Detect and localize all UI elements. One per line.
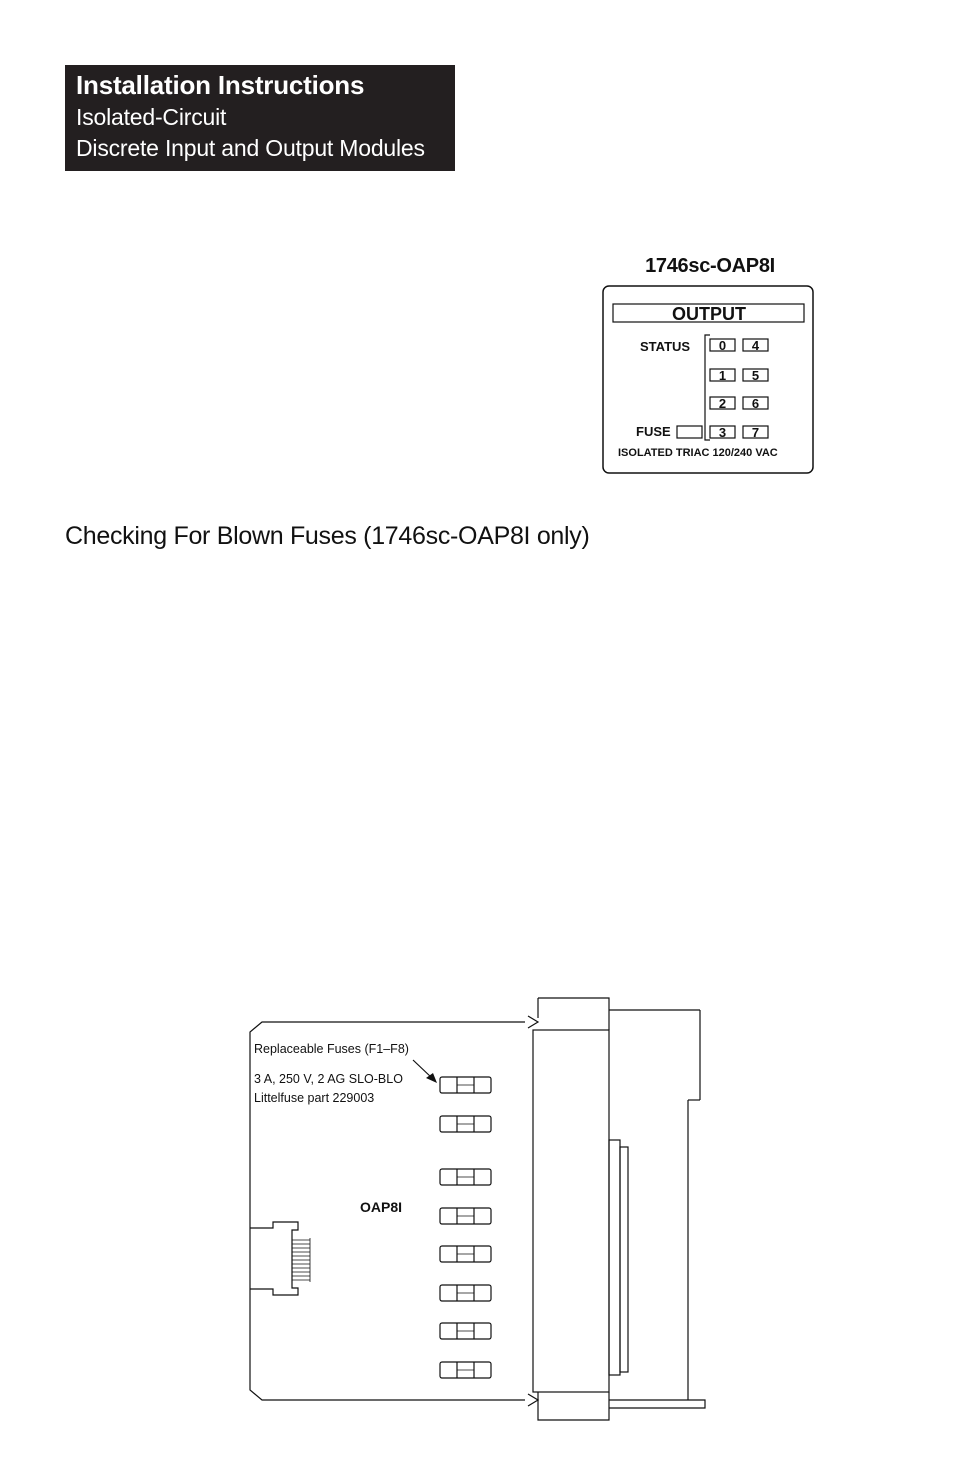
module-diagram xyxy=(240,990,720,1430)
document-title: Installation Instructions xyxy=(76,70,365,100)
edge-connector xyxy=(250,1222,298,1295)
panel-footer: ISOLATED TRIAC 120/240 VAC xyxy=(618,447,778,459)
indicator-2: 2 xyxy=(718,396,727,411)
document-subtitle-line1: Isolated-Circuit xyxy=(76,104,227,130)
housing-bottom-lip xyxy=(538,1392,609,1420)
fuse-group xyxy=(440,1077,491,1378)
indicator-5: 5 xyxy=(751,368,760,383)
document-subtitle-line2: Discrete Input and Output Modules xyxy=(76,135,425,161)
indicator-0: 0 xyxy=(718,338,727,353)
status-label: STATUS xyxy=(640,339,691,354)
fuse-label-part: Littelfuse part 229003 xyxy=(254,1091,375,1105)
indicator-3: 3 xyxy=(718,425,727,440)
bottom-latch xyxy=(528,1394,538,1406)
module-housing-front xyxy=(533,1030,609,1392)
header-box xyxy=(65,65,455,171)
fuse-7 xyxy=(440,1323,491,1339)
edge-connector-pins xyxy=(292,1238,310,1282)
fuse-label-spec: 3 A, 250 V, 2 AG SLO-BLO xyxy=(254,1072,403,1086)
fuse-6 xyxy=(440,1285,491,1301)
fuse-1 xyxy=(440,1077,491,1093)
fuse-5 xyxy=(440,1246,491,1262)
fuse-label-title: Replaceable Fuses (F1–F8) xyxy=(254,1042,409,1056)
fuse-4 xyxy=(440,1208,491,1224)
fuse-pointer-arrow xyxy=(413,1060,432,1078)
terminal-slot-outer xyxy=(609,1140,620,1375)
fuse-8 xyxy=(440,1362,491,1378)
indicator-6: 6 xyxy=(751,396,760,411)
fuse-3 xyxy=(440,1169,491,1185)
housing-base xyxy=(609,1400,705,1408)
status-panel-diagram xyxy=(600,283,820,478)
section-heading: Checking For Blown Fuses (1746sc-OAP8I only) xyxy=(65,522,590,550)
indicator-7: 7 xyxy=(751,425,760,440)
indicator-bracket xyxy=(705,335,710,440)
board-label: OAP8I xyxy=(360,1199,403,1215)
terminal-slot-inner xyxy=(620,1147,628,1372)
fuse-label: FUSE xyxy=(636,424,671,439)
top-latch xyxy=(528,1016,538,1028)
indicator-1: 1 xyxy=(718,368,727,383)
indicator-4: 4 xyxy=(751,338,760,353)
fuse-indicator xyxy=(677,426,702,438)
status-panel-model: 1746sc-OAP8I xyxy=(645,255,775,277)
housing-top-lip xyxy=(538,998,609,1030)
output-label: OUTPUT xyxy=(672,304,746,324)
fuse-2 xyxy=(440,1116,491,1132)
